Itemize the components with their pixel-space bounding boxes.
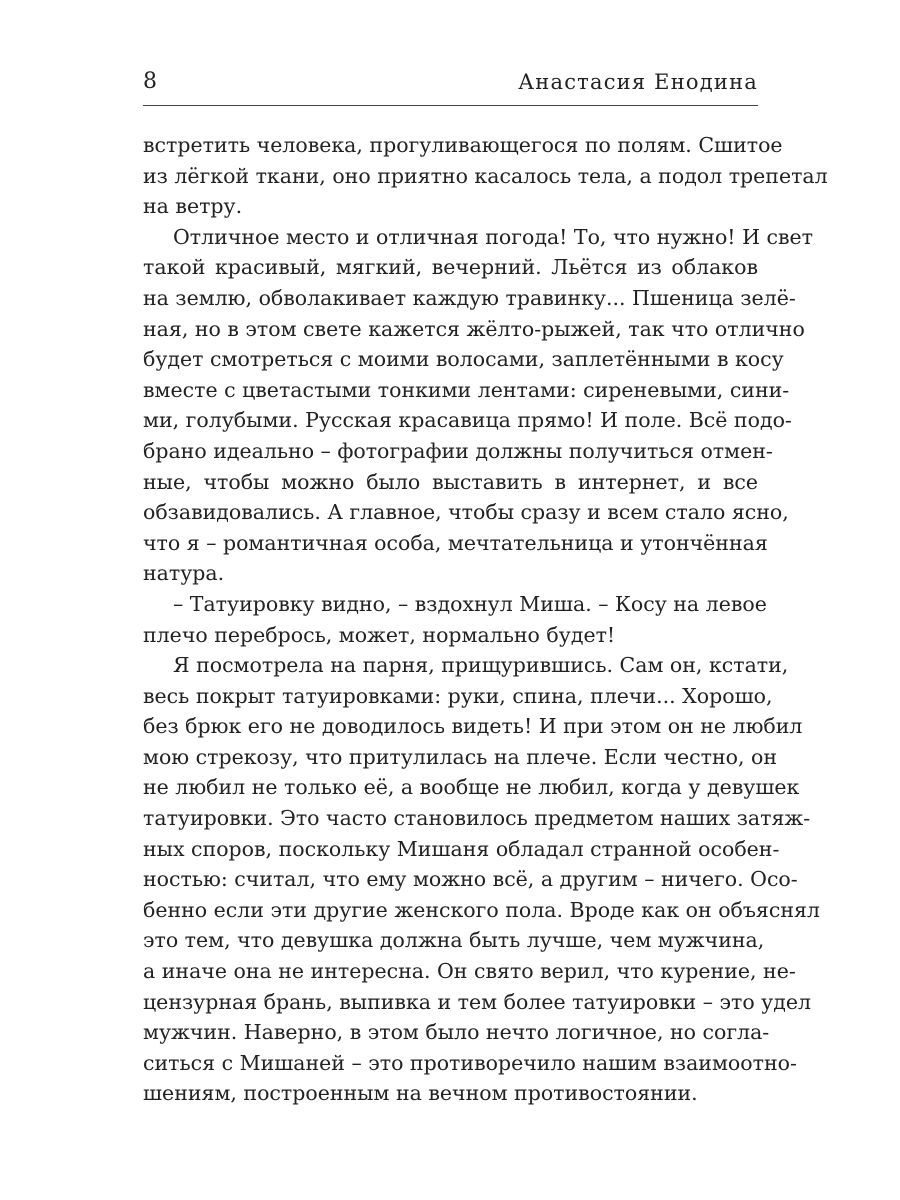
text-line: весь покрыт татуировками: руки, спина, плечи... Хорошо,: [143, 683, 773, 708]
text-line: мою стрекозу, что притулилась на плече. Если честно, он: [143, 744, 777, 769]
book-page: [143, 60, 828, 1150]
text-line: ных споров, поскольку Мишаня обладал странной особен-: [143, 836, 780, 861]
text-line: – Татуировку видно, – вздохнул Миша. – Косу на левое: [173, 591, 767, 616]
text-line: такой красивый, мягкий, вечерний. Льётся из облаков: [143, 255, 758, 280]
body-text: [143, 130, 828, 1109]
text-line: вместе с цветастыми тонкими лентами: сиреневыми, сини-: [143, 377, 790, 402]
text-line: бенно если эти другие женского пола. Вроде как он объяснял: [143, 897, 820, 922]
text-line: будет смотреться с моими волосами, заплетёнными в косу: [143, 347, 784, 372]
text-line: из лёгкой ткани, оно приятно касалось тела, а подол трепетал: [143, 163, 828, 188]
running-title: Анастасия Енодина: [518, 70, 758, 94]
text-line: ностью: считал, что ему можно всё, а другим – ничего. Осо-: [143, 867, 798, 892]
text-line: мужчин. Наверно, в этом было нечто логичное, но согла-: [143, 1020, 770, 1045]
page-header: [143, 60, 758, 106]
text-line: не любил не только её, а вообще не любил, когда у девушек: [143, 775, 800, 800]
text-line: брано идеально – фотографии должны получиться отмен-: [143, 438, 773, 463]
text-line: ситься с Мишаней – это противоречило нашим взаимоотно-: [143, 1050, 797, 1075]
text-line: натура.: [143, 561, 225, 586]
text-line: татуировки. Это часто становилось предметом наших затяж-: [143, 806, 811, 831]
text-line: плечо перебрось, может, нормально будет!: [143, 622, 616, 647]
text-line: ная, но в этом свете кажется жёлто-рыжей, так что отлично: [143, 316, 805, 341]
text-line: Я посмотрела на парня, прищурившись. Сам он, кстати,: [173, 653, 789, 678]
text-line: на ветру.: [143, 194, 243, 219]
text-line: обзавидовались. А главное, чтобы сразу и всем стало ясно,: [143, 500, 789, 525]
text-line: шениям, построенным на вечном противостоянии.: [143, 1081, 698, 1106]
text-line: без брюк его не доводилось видеть! И при этом он не любил: [143, 714, 803, 739]
text-line: Отличное место и отличная погода! То, что нужно! И свет: [173, 224, 813, 249]
text-line: что я – романтичная особа, мечтательница и утончённая: [143, 530, 768, 555]
text-line: это тем, что девушка должна быть лучше, чем мужчина,: [143, 928, 765, 953]
text-line: встретить человека, прогуливающегося по полям. Сшитое: [143, 133, 783, 157]
page-number: 8: [143, 69, 157, 94]
text-line: ми, голубыми. Русская красавица прямо! И поле. Всё подо-: [143, 408, 792, 433]
text-line: ные, чтобы можно было выставить в интернет, и все: [143, 469, 758, 494]
text-line: а иначе она не интересна. Он свято верил, что курение, не-: [143, 959, 796, 984]
text-line: на землю, обволакивает каждую травинку... Пшеница зелё-: [143, 285, 796, 310]
text-line: цензурная брань, выпивка и тем более татуировки – это удел: [143, 989, 812, 1014]
